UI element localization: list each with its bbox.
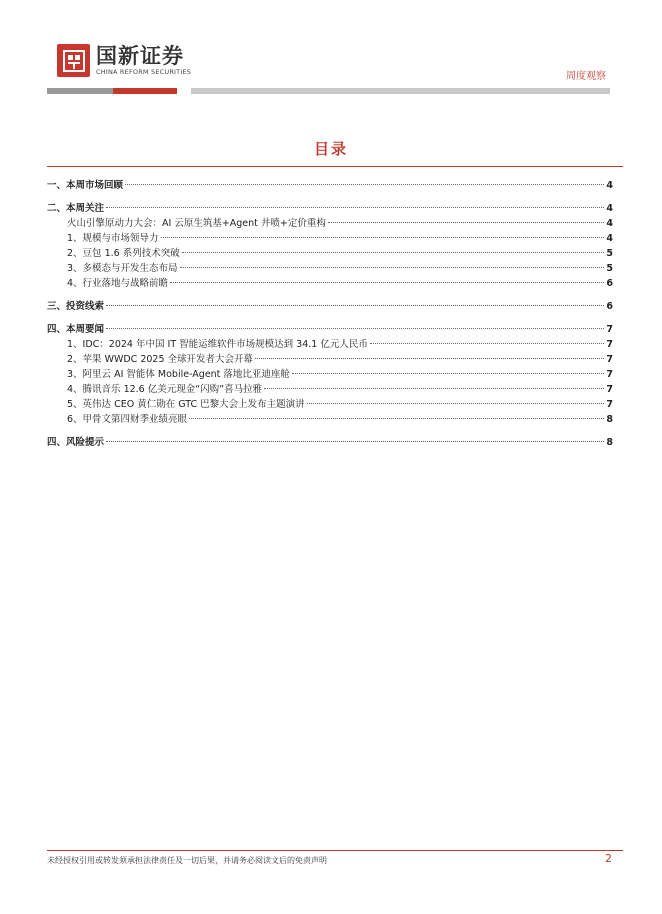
toc-page-number: 4 [606,218,613,229]
toc-page-number: 8 [606,414,613,425]
toc-entry[interactable] [47,246,613,261]
toc-label: 3、阿里云 AI 智能体 Mobile-Agent 落地比亚迪座舱 [67,369,290,380]
toc-label: 三、投资线索 [47,301,105,312]
toc-label: 1、规模与市场领导力 [67,233,159,244]
brand-name-en: CHINA REFORM SECURITIES [96,68,192,76]
toc-label: 四、本周要闻 [47,324,105,335]
toc-leader [106,207,604,208]
toc-entry[interactable] [47,261,613,276]
header-bar-gray [47,88,113,94]
toc-label: 3、多模态与开发生态布局 [67,263,178,274]
company-logo [57,44,191,77]
page-number: 2 [605,852,612,865]
logo-emblem-icon [57,44,90,77]
toc-entry[interactable] [47,276,613,291]
toc-label: 5、英伟达 CEO 黄仁勋在 GTC 巴黎大会上发布主题演讲 [67,399,305,410]
toc-page-number: 7 [606,354,613,365]
toc-leader [106,328,604,329]
toc-leader [328,222,604,223]
toc-leader [292,373,604,374]
toc-title: 目录 [313,140,348,158]
toc-page-number: 4 [606,203,613,214]
toc-entry[interactable] [47,367,613,382]
toc-entry[interactable] [47,382,613,397]
toc-page-number: 7 [606,399,613,410]
report-type: 周度观察 [566,71,606,82]
toc-entry[interactable] [47,337,613,352]
toc-entry[interactable] [47,412,613,427]
toc-label: 四、风险提示 [47,437,105,448]
table-of-contents [47,170,613,450]
brand-name-cn: 国新证券 [96,44,184,68]
toc-section[interactable] [47,435,613,450]
toc-section[interactable] [47,322,613,337]
toc-leader [180,267,605,268]
toc-spacer [47,193,613,201]
toc-entry[interactable] [47,397,613,412]
toc-entry[interactable] [47,216,613,231]
toc-leader [264,388,604,389]
toc-page-number: 8 [606,437,613,448]
toc-spacer [47,291,613,299]
toc-leader [182,252,605,253]
toc-spacer [47,427,613,435]
toc-leader [307,403,605,404]
toc-leader [161,237,605,238]
toc-entry[interactable] [47,231,613,246]
toc-section[interactable] [47,299,613,314]
toc-spacer [47,170,613,178]
toc-page-number: 7 [606,384,613,395]
toc-leader [255,358,604,359]
toc-page-number: 7 [606,339,613,350]
footer-divider [47,850,623,851]
toc-leader [170,282,604,283]
toc-spacer [47,314,613,322]
toc-section[interactable] [47,178,613,193]
toc-page-number: 4 [606,180,613,191]
toc-section[interactable] [47,201,613,216]
toc-page-number: 5 [606,248,613,259]
toc-page-number: 6 [606,301,613,312]
toc-label: 二、本周关注 [47,203,105,214]
toc-label: 4、腾讯音乐 12.6 亿美元现金“闪购”喜马拉雅 [67,384,263,395]
toc-leader [370,343,605,344]
toc-label: 2、豆包 1.6 系列技术突破 [67,248,180,259]
toc-page-number: 4 [606,233,613,244]
header-bar-light [191,88,610,94]
toc-label: 2、苹果 WWDC 2025 全球开发者大会开幕 [67,354,254,365]
toc-page-number: 7 [606,324,613,335]
toc-label: 火山引擎原动力大会：AI 云原生筑基+Agent 井喷+定价重构 [67,218,326,229]
toc-leader [106,441,604,442]
toc-page-number: 5 [606,263,613,274]
toc-label: 1、IDC：2024 年中国 IT 智能运维软件市场规模达到 34.1 亿元人民币 [67,339,368,350]
toc-label: 6、甲骨文第四财季业绩亮眼 [67,414,188,425]
toc-page-number: 6 [606,278,613,289]
toc-divider [47,166,623,167]
toc-label: 一、本周市场回顾 [47,180,124,191]
toc-leader [106,305,604,306]
toc-label: 4、行业落地与战略前瞻 [67,278,169,289]
toc-page-number: 7 [606,369,613,380]
toc-leader [189,418,604,419]
toc-leader [125,184,604,185]
footer-disclaimer: 未经授权引用或转发须承担法律责任及一切后果，并请务必阅读文后的免责声明 [47,856,327,865]
toc-entry[interactable] [47,352,613,367]
